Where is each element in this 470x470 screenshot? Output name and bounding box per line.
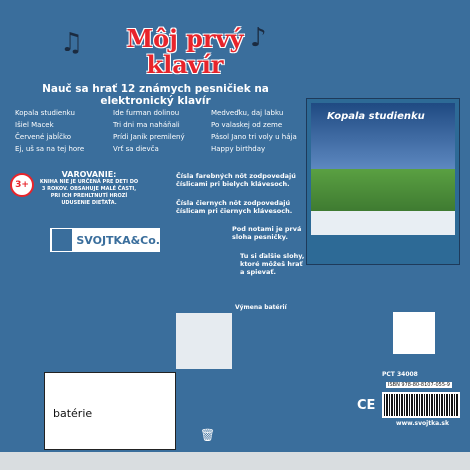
ce-mark-icon: CE (357, 398, 376, 413)
qr-code (393, 312, 435, 354)
song-item: Ide furman dolinou (113, 109, 180, 117)
age-warning-icon: 3+ (10, 173, 34, 197)
warning-box (38, 170, 140, 207)
preview-field (311, 169, 455, 211)
publisher-name: SVOJTKA&Co. (76, 233, 160, 247)
barcode (382, 392, 460, 418)
label-box (44, 372, 176, 450)
pct-code: PCT 34008 (382, 371, 418, 378)
publisher-logo (50, 228, 160, 252)
song-item: Ej, uš sa na tej hore (15, 145, 85, 153)
battery-diagram (176, 313, 232, 369)
book-title: Môj prvý klavír (126, 24, 244, 79)
song-item: Medveďku, daj labku (211, 109, 284, 117)
recycle-bin-icon: 🗑 (200, 428, 216, 442)
callout-white-keys: Čísla farebných nôt zodpovedajú číslicami pri bielych klávesoch. (176, 172, 296, 188)
warning-title: VAROVANIE: (61, 170, 117, 179)
song-item: Išiel Macek (15, 121, 54, 129)
book-subtitle: Nauč sa hrať 12 známych pesničiek na elektronický klavír (42, 83, 269, 107)
song-item: Kopala studienku (15, 109, 75, 117)
callout-black-keys: Čísla čiernych nôt zodpovedajú číslicam pri čiernych klávesoch. (176, 199, 293, 215)
song-item: Pásol Jano tri voly u hája (211, 133, 297, 141)
music-note-icon: ♪ (250, 23, 267, 53)
page-margin (0, 452, 470, 470)
callout-more-verses: Tu si ďalšie slohy, ktoré môžeš hrať a spievať. (240, 252, 305, 276)
preview-keyboard (311, 211, 455, 235)
logo-mark-icon (52, 229, 72, 251)
battery-title: Výmena batérií (235, 304, 287, 311)
song-item: Happy birthday (211, 145, 266, 153)
song-item: Vrť sa dievča (113, 145, 159, 153)
song-item: Červené jabĺčko (15, 133, 72, 141)
song-item: Tri dni ma naháňali (113, 121, 180, 129)
isbn: ISBN 978-80-8107-055-9 (388, 382, 450, 388)
website: www.svojtka.sk (396, 420, 449, 427)
music-note-icon: ♫ (60, 28, 84, 58)
song-item: Po valaskej od zeme (211, 121, 283, 129)
callout-first-note: Pod notami je prvá sloha pesničky. (232, 225, 302, 241)
warning-body: KNIHA NIE JE URČENÁ PRE DETI DO 3 ROKOV. OBSAHUJE MALÉ ČASTI, PRI ICH PREHLTNUTÍ HROZÍ UDUSENIE DIEŤAŤA. (39, 179, 139, 206)
cover-preview (306, 98, 460, 265)
song-list (15, 108, 305, 154)
label-box-text: batérie (53, 407, 93, 420)
song-item: Prídi Janík premilený (113, 133, 185, 141)
preview-title: Kopala studienku (327, 111, 425, 122)
